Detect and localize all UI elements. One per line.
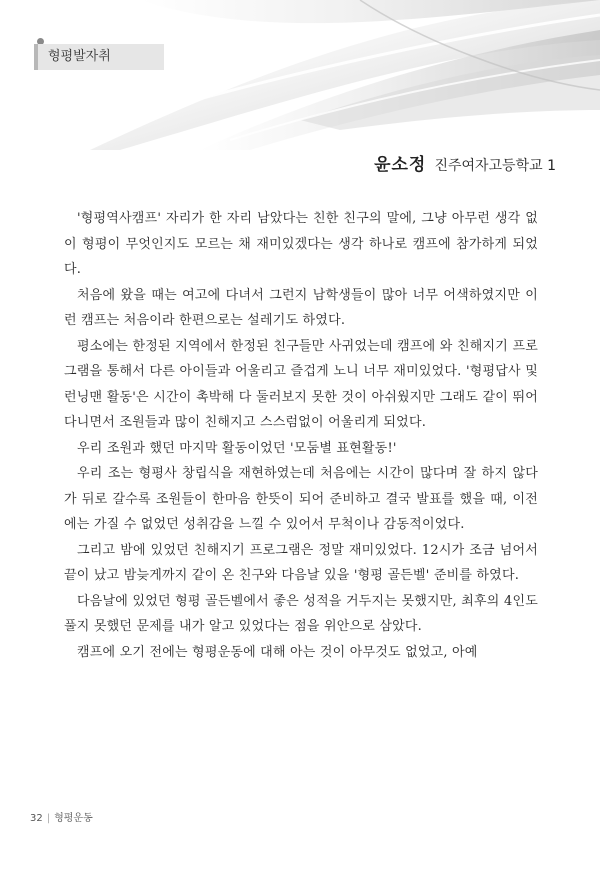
author-school: 진주여자고등학교 1 [434,158,556,174]
author-name: 윤소정 [374,155,427,175]
paragraph: 그리고 밤에 있었던 친해지기 프로그램은 정말 재미있었다. 12시가 조금 넘어서 끝이 났고 밤늦게까지 같이 온 친구와 다음날 있을 '형평 골든벨' 준비를 하였다. [64,542,538,583]
header-swoosh-graphic [0,0,600,150]
page-footer [30,809,93,824]
section-label: 형평발자취 [34,44,164,70]
paragraph: 우리 조는 형평사 창립식을 재현하였는데 처음에는 시간이 많다며 잘 하지 않다가 뒤로 갈수록 조원들이 한마음 한뜻이 되어 준비하고 결국 발표를 했을 때, 이전에는 가질 수 없었던 성취감을 느낄 수 있어서 무척이나 감동적이었다. [64,466,538,532]
paragraph: 캠프에 오기 전에는 형평운동에 대해 아는 것이 아무것도 없었고, 아예 [77,644,478,660]
paragraph: '형평역사캠프' 자리가 한 자리 남았다는 친한 친구의 말에, 그냥 아무런 생각 없이 형평이 무엇인지도 모르는 채 재미있겠다는 생각 하나로 캠프에 참가하게 되었다. [64,211,538,277]
essay-body [64,206,538,665]
book-title: 형평운동 [54,813,93,824]
paragraph: 평소에는 한정된 지역에서 한정된 친구들만 사귀었는데 캠프에 와 친해지기 프로그램을 통해서 다른 아이들과 어울리고 즐겁게 노니 너무 재미있었다. '형평답사 및 런닝맨 활동'은 시간이 촉박해 다 둘러보지 못한 것이 아쉬웠지만 그래도 같이 뛰어다니면서 조원들과 많이 친해지고 스스럼없이 어울리게 되었다. [64,338,538,430]
paragraph: 처음에 왔을 때는 여고에 다녀서 그런지 남학생들이 많아 너무 어색하였지만 이런 캠프는 처음이라 한편으로는 설레기도 하였다. [64,287,538,328]
author-line [374,150,556,175]
page-number: 32 [30,813,43,824]
footer-separator: | [46,813,51,824]
paragraph: 우리 조원과 했던 마지막 활동이었던 '모둠별 표현활동!' [77,440,397,456]
paragraph: 다음날에 있었던 형평 골든벨에서 좋은 성적을 거두지는 못했지만, 최후의 4인도 풀지 못했던 문제를 내가 알고 있었다는 점을 위안으로 삼았다. [64,593,538,634]
